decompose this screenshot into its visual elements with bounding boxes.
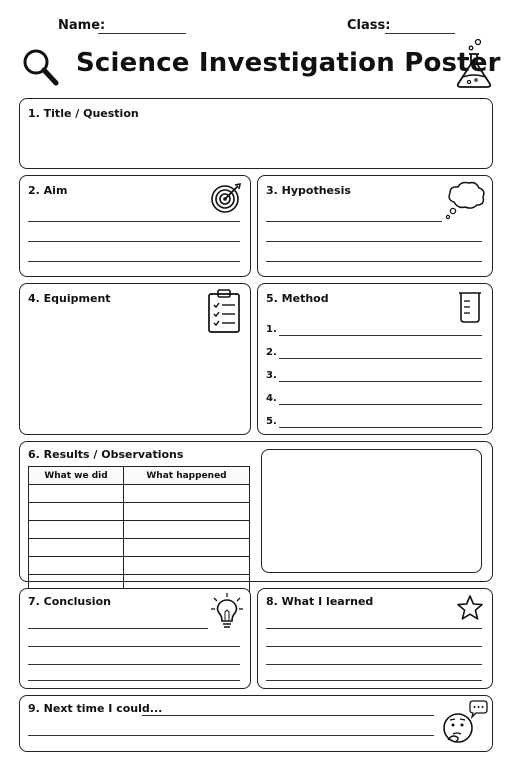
beaker-icon <box>456 290 484 324</box>
name-label: Name: <box>58 18 106 33</box>
aim-line[interactable] <box>28 261 240 262</box>
section-conclusion[interactable] <box>19 588 251 689</box>
section-results[interactable] <box>19 441 493 582</box>
method-step-line[interactable] <box>279 427 482 428</box>
section-equipment-label: 4. Equipment <box>28 292 111 305</box>
flask-icon <box>452 38 496 90</box>
learned-line[interactable] <box>266 680 482 681</box>
table-row <box>29 539 250 557</box>
results-header-what-happened: What happened <box>124 467 250 485</box>
conclusion-line[interactable] <box>28 664 240 665</box>
conclusion-line[interactable] <box>28 680 240 681</box>
table-cell[interactable] <box>29 539 124 557</box>
section-equipment[interactable] <box>19 283 251 435</box>
results-header-what-we-did: What we did <box>29 467 124 485</box>
section-title-question-label: 1. Title / Question <box>28 107 139 120</box>
hypothesis-line[interactable] <box>266 221 442 222</box>
method-step-number: 2. <box>266 347 277 358</box>
thinking-face-icon <box>440 700 488 748</box>
section-hypothesis-label: 3. Hypothesis <box>266 184 351 197</box>
name-line[interactable] <box>98 33 186 34</box>
table-cell[interactable] <box>124 521 250 539</box>
section-learned-label: 8. What I learned <box>266 595 374 608</box>
table-row <box>29 557 250 575</box>
section-aim-label: 2. Aim <box>28 184 68 197</box>
table-cell[interactable] <box>29 521 124 539</box>
section-hypothesis[interactable] <box>257 175 493 277</box>
learned-line[interactable] <box>266 664 482 665</box>
table-cell[interactable] <box>124 503 250 521</box>
observation-drawing-box[interactable] <box>261 449 482 573</box>
conclusion-line[interactable] <box>28 646 240 647</box>
section-conclusion-label: 7. Conclusion <box>28 595 111 608</box>
method-step-number: 3. <box>266 370 277 381</box>
conclusion-line[interactable] <box>28 628 208 629</box>
thought-cloud-icon <box>444 180 488 220</box>
aim-line[interactable] <box>28 221 240 222</box>
table-cell[interactable] <box>124 539 250 557</box>
target-icon <box>210 182 242 214</box>
section-method[interactable] <box>257 283 493 435</box>
learned-line[interactable] <box>266 646 482 647</box>
table-cell[interactable] <box>29 485 124 503</box>
hypothesis-line[interactable] <box>266 241 482 242</box>
star-icon <box>456 594 484 622</box>
table-cell[interactable] <box>124 557 250 575</box>
results-table <box>28 466 250 593</box>
method-step-line[interactable] <box>279 335 482 336</box>
method-step-line[interactable] <box>279 358 482 359</box>
hypothesis-line[interactable] <box>266 261 482 262</box>
section-next-time-label: 9. Next time I could... <box>28 702 163 715</box>
learned-line[interactable] <box>266 628 482 629</box>
page-title: Science Investigation Poster <box>76 48 501 78</box>
next-time-line[interactable] <box>28 735 434 736</box>
section-results-label: 6. Results / Observations <box>28 448 184 461</box>
clipboard-icon <box>206 288 242 334</box>
table-cell[interactable] <box>124 485 250 503</box>
method-step-line[interactable] <box>279 381 482 382</box>
method-step-number: 4. <box>266 393 277 404</box>
next-time-line[interactable] <box>142 715 434 716</box>
section-method-label: 5. Method <box>266 292 329 305</box>
table-cell[interactable] <box>29 503 124 521</box>
class-label: Class: <box>347 18 391 33</box>
table-row <box>29 521 250 539</box>
table-row <box>29 503 250 521</box>
table-row <box>29 485 250 503</box>
table-cell[interactable] <box>29 557 124 575</box>
section-title-question[interactable] <box>19 98 493 169</box>
aim-line[interactable] <box>28 241 240 242</box>
section-next-time[interactable] <box>19 695 493 752</box>
magnifying-glass-icon <box>20 46 60 88</box>
section-aim[interactable] <box>19 175 251 277</box>
class-line[interactable] <box>385 33 455 34</box>
lightbulb-icon <box>210 592 244 632</box>
method-step-line[interactable] <box>279 404 482 405</box>
method-step-number: 1. <box>266 324 277 335</box>
section-learned[interactable] <box>257 588 493 689</box>
method-step-number: 5. <box>266 416 277 427</box>
